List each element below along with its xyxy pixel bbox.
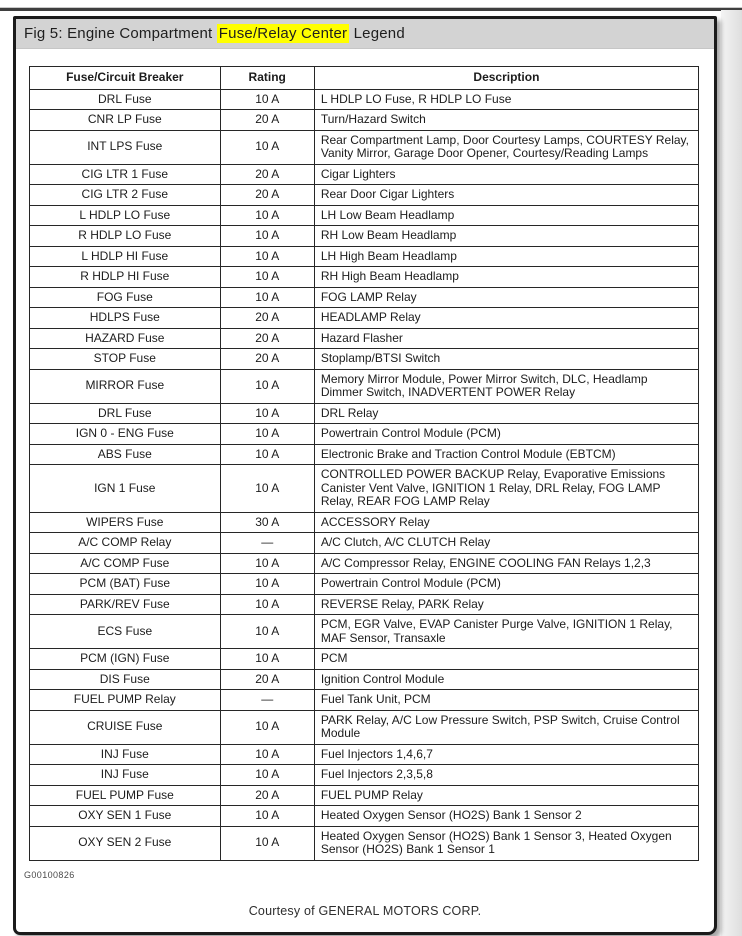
column-header-1: Rating xyxy=(220,67,314,90)
rating-cell: 30 A xyxy=(220,512,314,533)
rating-cell: 20 A xyxy=(220,308,314,329)
courtesy-line: Courtesy of GENERAL MOTORS CORP. xyxy=(248,903,482,918)
fuse-name-cell: CRUISE Fuse xyxy=(30,710,221,744)
figure-title-suffix: Legend xyxy=(349,25,405,42)
table-row xyxy=(30,226,699,247)
rating-cell: 10 A xyxy=(220,465,314,513)
rating-cell: 10 A xyxy=(220,403,314,424)
rating-cell: 10 A xyxy=(220,649,314,670)
figure-frame xyxy=(13,16,717,935)
fuse-legend-table xyxy=(29,66,699,861)
rating-cell: 20 A xyxy=(220,669,314,690)
description-cell: RH Low Beam Headlamp xyxy=(314,226,698,247)
fuse-name-cell: DIS Fuse xyxy=(30,669,221,690)
table-row xyxy=(30,744,699,765)
description-cell: Heated Oxygen Sensor (HO2S) Bank 1 Sensor 3, Heated Oxygen Sensor (HO2S) Bank 1 Sensor 1 xyxy=(314,826,698,860)
description-cell: Rear Door Cigar Lighters xyxy=(314,185,698,206)
table-row xyxy=(30,369,699,403)
rating-cell: 10 A xyxy=(220,424,314,445)
fuse-name-cell: DRL Fuse xyxy=(30,403,221,424)
table-row xyxy=(30,710,699,744)
rating-cell: 10 A xyxy=(220,287,314,308)
description-cell: LH High Beam Headlamp xyxy=(314,246,698,267)
fuse-name-cell: MIRROR Fuse xyxy=(30,369,221,403)
table-row xyxy=(30,533,699,554)
fuse-name-cell: IGN 1 Fuse xyxy=(30,465,221,513)
fuse-name-cell: R HDLP LO Fuse xyxy=(30,226,221,247)
table-row xyxy=(30,615,699,649)
description-cell: LH Low Beam Headlamp xyxy=(314,205,698,226)
table-row xyxy=(30,806,699,827)
column-header-0: Fuse/Circuit Breaker xyxy=(30,67,221,90)
description-cell: FUEL PUMP Relay xyxy=(314,785,698,806)
table-row xyxy=(30,765,699,786)
table-row xyxy=(30,308,699,329)
fuse-name-cell: ECS Fuse xyxy=(30,615,221,649)
fuse-name-cell: FUEL PUMP Fuse xyxy=(30,785,221,806)
fuse-name-cell: ABS Fuse xyxy=(30,444,221,465)
rating-cell: 10 A xyxy=(220,130,314,164)
fuse-name-cell: A/C COMP Relay xyxy=(30,533,221,554)
table-row xyxy=(30,465,699,513)
description-cell: Rear Compartment Lamp, Door Courtesy Lamps, COURTESY Relay, Vanity Mirror, Garage Door Opener, Courtesy/Reading Lamps xyxy=(314,130,698,164)
description-cell: Ignition Control Module xyxy=(314,669,698,690)
description-cell: PCM, EGR Valve, EVAP Canister Purge Valve, IGNITION 1 Relay, MAF Sensor, Transaxle xyxy=(314,615,698,649)
fuse-name-cell: L HDLP LO Fuse xyxy=(30,205,221,226)
rating-cell: 20 A xyxy=(220,185,314,206)
description-cell: Fuel Injectors 2,3,5,8 xyxy=(314,765,698,786)
fuse-name-cell: INJ Fuse xyxy=(30,744,221,765)
description-cell: FOG LAMP Relay xyxy=(314,287,698,308)
description-cell: PARK Relay, A/C Low Pressure Switch, PSP Switch, Cruise Control Module xyxy=(314,710,698,744)
table-row xyxy=(30,267,699,288)
description-cell: A/C Compressor Relay, ENGINE COOLING FAN Relays 1,2,3 xyxy=(314,553,698,574)
fuse-name-cell: DRL Fuse xyxy=(30,89,221,110)
table-row xyxy=(30,205,699,226)
description-cell: Hazard Flasher xyxy=(314,328,698,349)
table-row xyxy=(30,512,699,533)
description-cell: HEADLAMP Relay xyxy=(314,308,698,329)
figure-title-prefix: Fig 5: Engine Compartment xyxy=(24,25,217,42)
fuse-name-cell: OXY SEN 1 Fuse xyxy=(30,806,221,827)
description-cell: Powertrain Control Module (PCM) xyxy=(314,574,698,595)
fuse-name-cell: HAZARD Fuse xyxy=(30,328,221,349)
rating-cell: 10 A xyxy=(220,744,314,765)
rating-cell: 10 A xyxy=(220,826,314,860)
rating-cell: 10 A xyxy=(220,615,314,649)
description-cell: L HDLP LO Fuse, R HDLP LO Fuse xyxy=(314,89,698,110)
table-row xyxy=(30,185,699,206)
fuse-name-cell: CNR LP Fuse xyxy=(30,110,221,131)
rating-cell: 10 A xyxy=(220,226,314,247)
rating-cell: 10 A xyxy=(220,553,314,574)
rating-cell: 10 A xyxy=(220,806,314,827)
description-cell: Memory Mirror Module, Power Mirror Switch, DLC, Headlamp Dimmer Switch, INADVERTENT POWER Relay xyxy=(314,369,698,403)
page-right-edge xyxy=(721,10,742,936)
table-row xyxy=(30,349,699,370)
table-row xyxy=(30,164,699,185)
rating-cell: 20 A xyxy=(220,110,314,131)
table-row xyxy=(30,594,699,615)
fuse-name-cell: L HDLP HI Fuse xyxy=(30,246,221,267)
fuse-name-cell: FOG Fuse xyxy=(30,287,221,308)
fuse-name-cell: OXY SEN 2 Fuse xyxy=(30,826,221,860)
fuse-name-cell: WIPERS Fuse xyxy=(30,512,221,533)
fuse-name-cell: PARK/REV Fuse xyxy=(30,594,221,615)
fuse-name-cell: CIG LTR 1 Fuse xyxy=(30,164,221,185)
table-row xyxy=(30,328,699,349)
description-cell: DRL Relay xyxy=(314,403,698,424)
fuse-name-cell: HDLPS Fuse xyxy=(30,308,221,329)
description-cell: PCM xyxy=(314,649,698,670)
rating-cell: — xyxy=(220,690,314,711)
description-cell: A/C Clutch, A/C CLUTCH Relay xyxy=(314,533,698,554)
table-row xyxy=(30,424,699,445)
fuse-name-cell: PCM (IGN) Fuse xyxy=(30,649,221,670)
rating-cell: 10 A xyxy=(220,267,314,288)
table-row xyxy=(30,574,699,595)
page-top-rule xyxy=(0,7,742,11)
rating-cell: 10 A xyxy=(220,205,314,226)
figure-id: G00100826 xyxy=(24,869,75,880)
header-row xyxy=(30,67,699,90)
fuse-name-cell: INT LPS Fuse xyxy=(30,130,221,164)
fuse-name-cell: FUEL PUMP Relay xyxy=(30,690,221,711)
table-row xyxy=(30,553,699,574)
rating-cell: 10 A xyxy=(220,574,314,595)
rating-cell: 10 A xyxy=(220,369,314,403)
description-cell: ACCESSORY Relay xyxy=(314,512,698,533)
table-row xyxy=(30,287,699,308)
table-row xyxy=(30,246,699,267)
fuse-name-cell: A/C COMP Fuse xyxy=(30,553,221,574)
description-cell: CONTROLLED POWER BACKUP Relay, Evaporative Emissions Canister Vent Valve, IGNITION 1 Relay, DRL Relay, FOG LAMP Relay, REAR FOG LAMP Relay xyxy=(314,465,698,513)
rating-cell: 10 A xyxy=(220,765,314,786)
table-row xyxy=(30,690,699,711)
rating-cell: 10 A xyxy=(220,594,314,615)
rating-cell: — xyxy=(220,533,314,554)
table-row xyxy=(30,403,699,424)
description-cell: Cigar Lighters xyxy=(314,164,698,185)
fuse-name-cell: STOP Fuse xyxy=(30,349,221,370)
description-cell: REVERSE Relay, PARK Relay xyxy=(314,594,698,615)
column-header-2: Description xyxy=(314,67,698,90)
rating-cell: 20 A xyxy=(220,328,314,349)
table-row xyxy=(30,110,699,131)
table-row xyxy=(30,649,699,670)
rating-cell: 20 A xyxy=(220,349,314,370)
description-cell: Powertrain Control Module (PCM) xyxy=(314,424,698,445)
rating-cell: 20 A xyxy=(220,785,314,806)
table-row xyxy=(30,669,699,690)
description-cell: Fuel Tank Unit, PCM xyxy=(314,690,698,711)
fuse-table-body xyxy=(30,89,699,860)
fuse-name-cell: R HDLP HI Fuse xyxy=(30,267,221,288)
description-cell: Turn/Hazard Switch xyxy=(314,110,698,131)
fuse-name-cell: PCM (BAT) Fuse xyxy=(30,574,221,595)
description-cell: Stoplamp/BTSI Switch xyxy=(314,349,698,370)
table-row xyxy=(30,130,699,164)
description-cell: Electronic Brake and Traction Control Module (EBTCM) xyxy=(314,444,698,465)
rating-cell: 10 A xyxy=(220,89,314,110)
rating-cell: 10 A xyxy=(220,444,314,465)
figure-title-highlight: Fuse/Relay Center xyxy=(218,25,348,42)
description-cell: Fuel Injectors 1,4,6,7 xyxy=(314,744,698,765)
description-cell: RH High Beam Headlamp xyxy=(314,267,698,288)
fuse-name-cell: CIG LTR 2 Fuse xyxy=(30,185,221,206)
fuse-name-cell: IGN 0 - ENG Fuse xyxy=(30,424,221,445)
table-header xyxy=(30,67,699,90)
description-cell: Heated Oxygen Sensor (HO2S) Bank 1 Sensor 2 xyxy=(314,806,698,827)
rating-cell: 20 A xyxy=(220,164,314,185)
table-row xyxy=(30,785,699,806)
table-row xyxy=(30,444,699,465)
fuse-name-cell: INJ Fuse xyxy=(30,765,221,786)
rating-cell: 10 A xyxy=(220,246,314,267)
rating-cell: 10 A xyxy=(220,710,314,744)
table-row xyxy=(30,89,699,110)
table-row xyxy=(30,826,699,860)
figure-title-bar xyxy=(16,19,714,49)
